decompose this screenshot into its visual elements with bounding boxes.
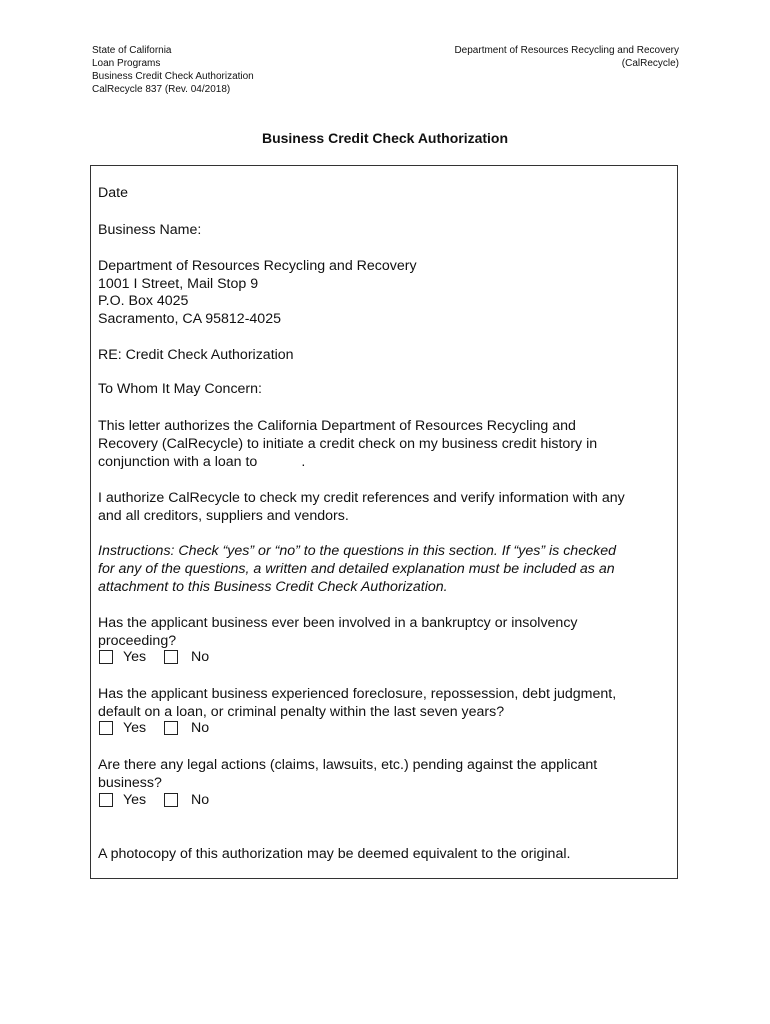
form-header-left [92,44,254,96]
business-name-label[interactable]: Business Name: [98,222,202,238]
question-1-line-1: Has the applicant business ever been involved in a bankruptcy or insolvency [98,615,578,631]
question-1-yes-label: Yes [123,649,147,665]
photocopy-note: A photocopy of this authorization may be deemed equivalent to the original. [98,846,571,862]
para1-line-1: This letter authorizes the California Department of Resources Recycling and [98,418,576,434]
header-agency: State of California [92,45,172,56]
salutation: To Whom It May Concern: [98,381,262,397]
question-2-yes-checkbox[interactable] [99,721,113,735]
address-line-department: Department of Resources Recycling and Recovery [98,258,417,274]
address-line-street: 1001 I Street, Mail Stop 9 [98,276,259,292]
para1-end: . [301,454,306,470]
question-1-yes-checkbox[interactable] [99,650,113,664]
question-3-no-checkbox[interactable] [164,793,178,807]
address-line-city: Sacramento, CA 95812-4025 [98,311,281,327]
para1-line-3-text: conjunction with a loan to [98,454,258,470]
question-2-no-label: No [191,720,210,736]
question-1-no-label: No [191,649,210,665]
question-2-line-2: default on a loan, or criminal penalty within the last seven years? [98,704,505,720]
question-2-yes-label: Yes [123,720,147,736]
question-3-yes-checkbox[interactable] [99,793,113,807]
question-1-no-checkbox[interactable] [164,650,178,664]
header-program: Loan Programs [92,58,161,69]
para1-line-3 [98,453,305,471]
document-title: Business Credit Check Authorization [261,130,509,146]
para2-line-2: and all creditors, suppliers and vendors. [98,508,349,524]
header-form-number: CalRecycle 837 (Rev. 04/2018) [92,84,231,95]
instructions-line-2: for any of the questions, a written and detailed explanation must be included as an [98,561,615,577]
question-3-line-2: business? [98,775,162,791]
question-3-line-1: Are there any legal actions (claims, lawsuits, etc.) pending against the applicant [98,757,598,773]
para2-line-1: I authorize CalRecycle to check my credit references and verify information with any [98,490,625,506]
question-3-yes-label: Yes [123,792,147,808]
question-2-line-1: Has the applicant business experienced foreclosure, repossession, debt judgment, [98,686,617,702]
form-header-right [454,44,679,70]
instructions-line-3: attachment to this Business Credit Check Authorization. [98,579,448,595]
question-2-no-checkbox[interactable] [164,721,178,735]
header-form-name: Business Credit Check Authorization [92,71,254,82]
re-line: RE: Credit Check Authorization [98,347,294,363]
para1-line-2: Recovery (CalRecycle) to initiate a credit check on my business credit history in [98,436,598,452]
header-department: Department of Resources Recycling and Recovery [454,45,679,56]
header-department-abbrev: (CalRecycle) [621,58,679,69]
date-label[interactable]: Date [98,185,128,201]
address-line-po-box: P.O. Box 4025 [98,293,189,309]
instructions-line-1: Instructions: Check “yes” or “no” to the questions in this section. If “yes” is checked [98,543,617,559]
question-1-line-2: proceeding? [98,633,177,649]
question-3-no-label: No [191,792,210,808]
